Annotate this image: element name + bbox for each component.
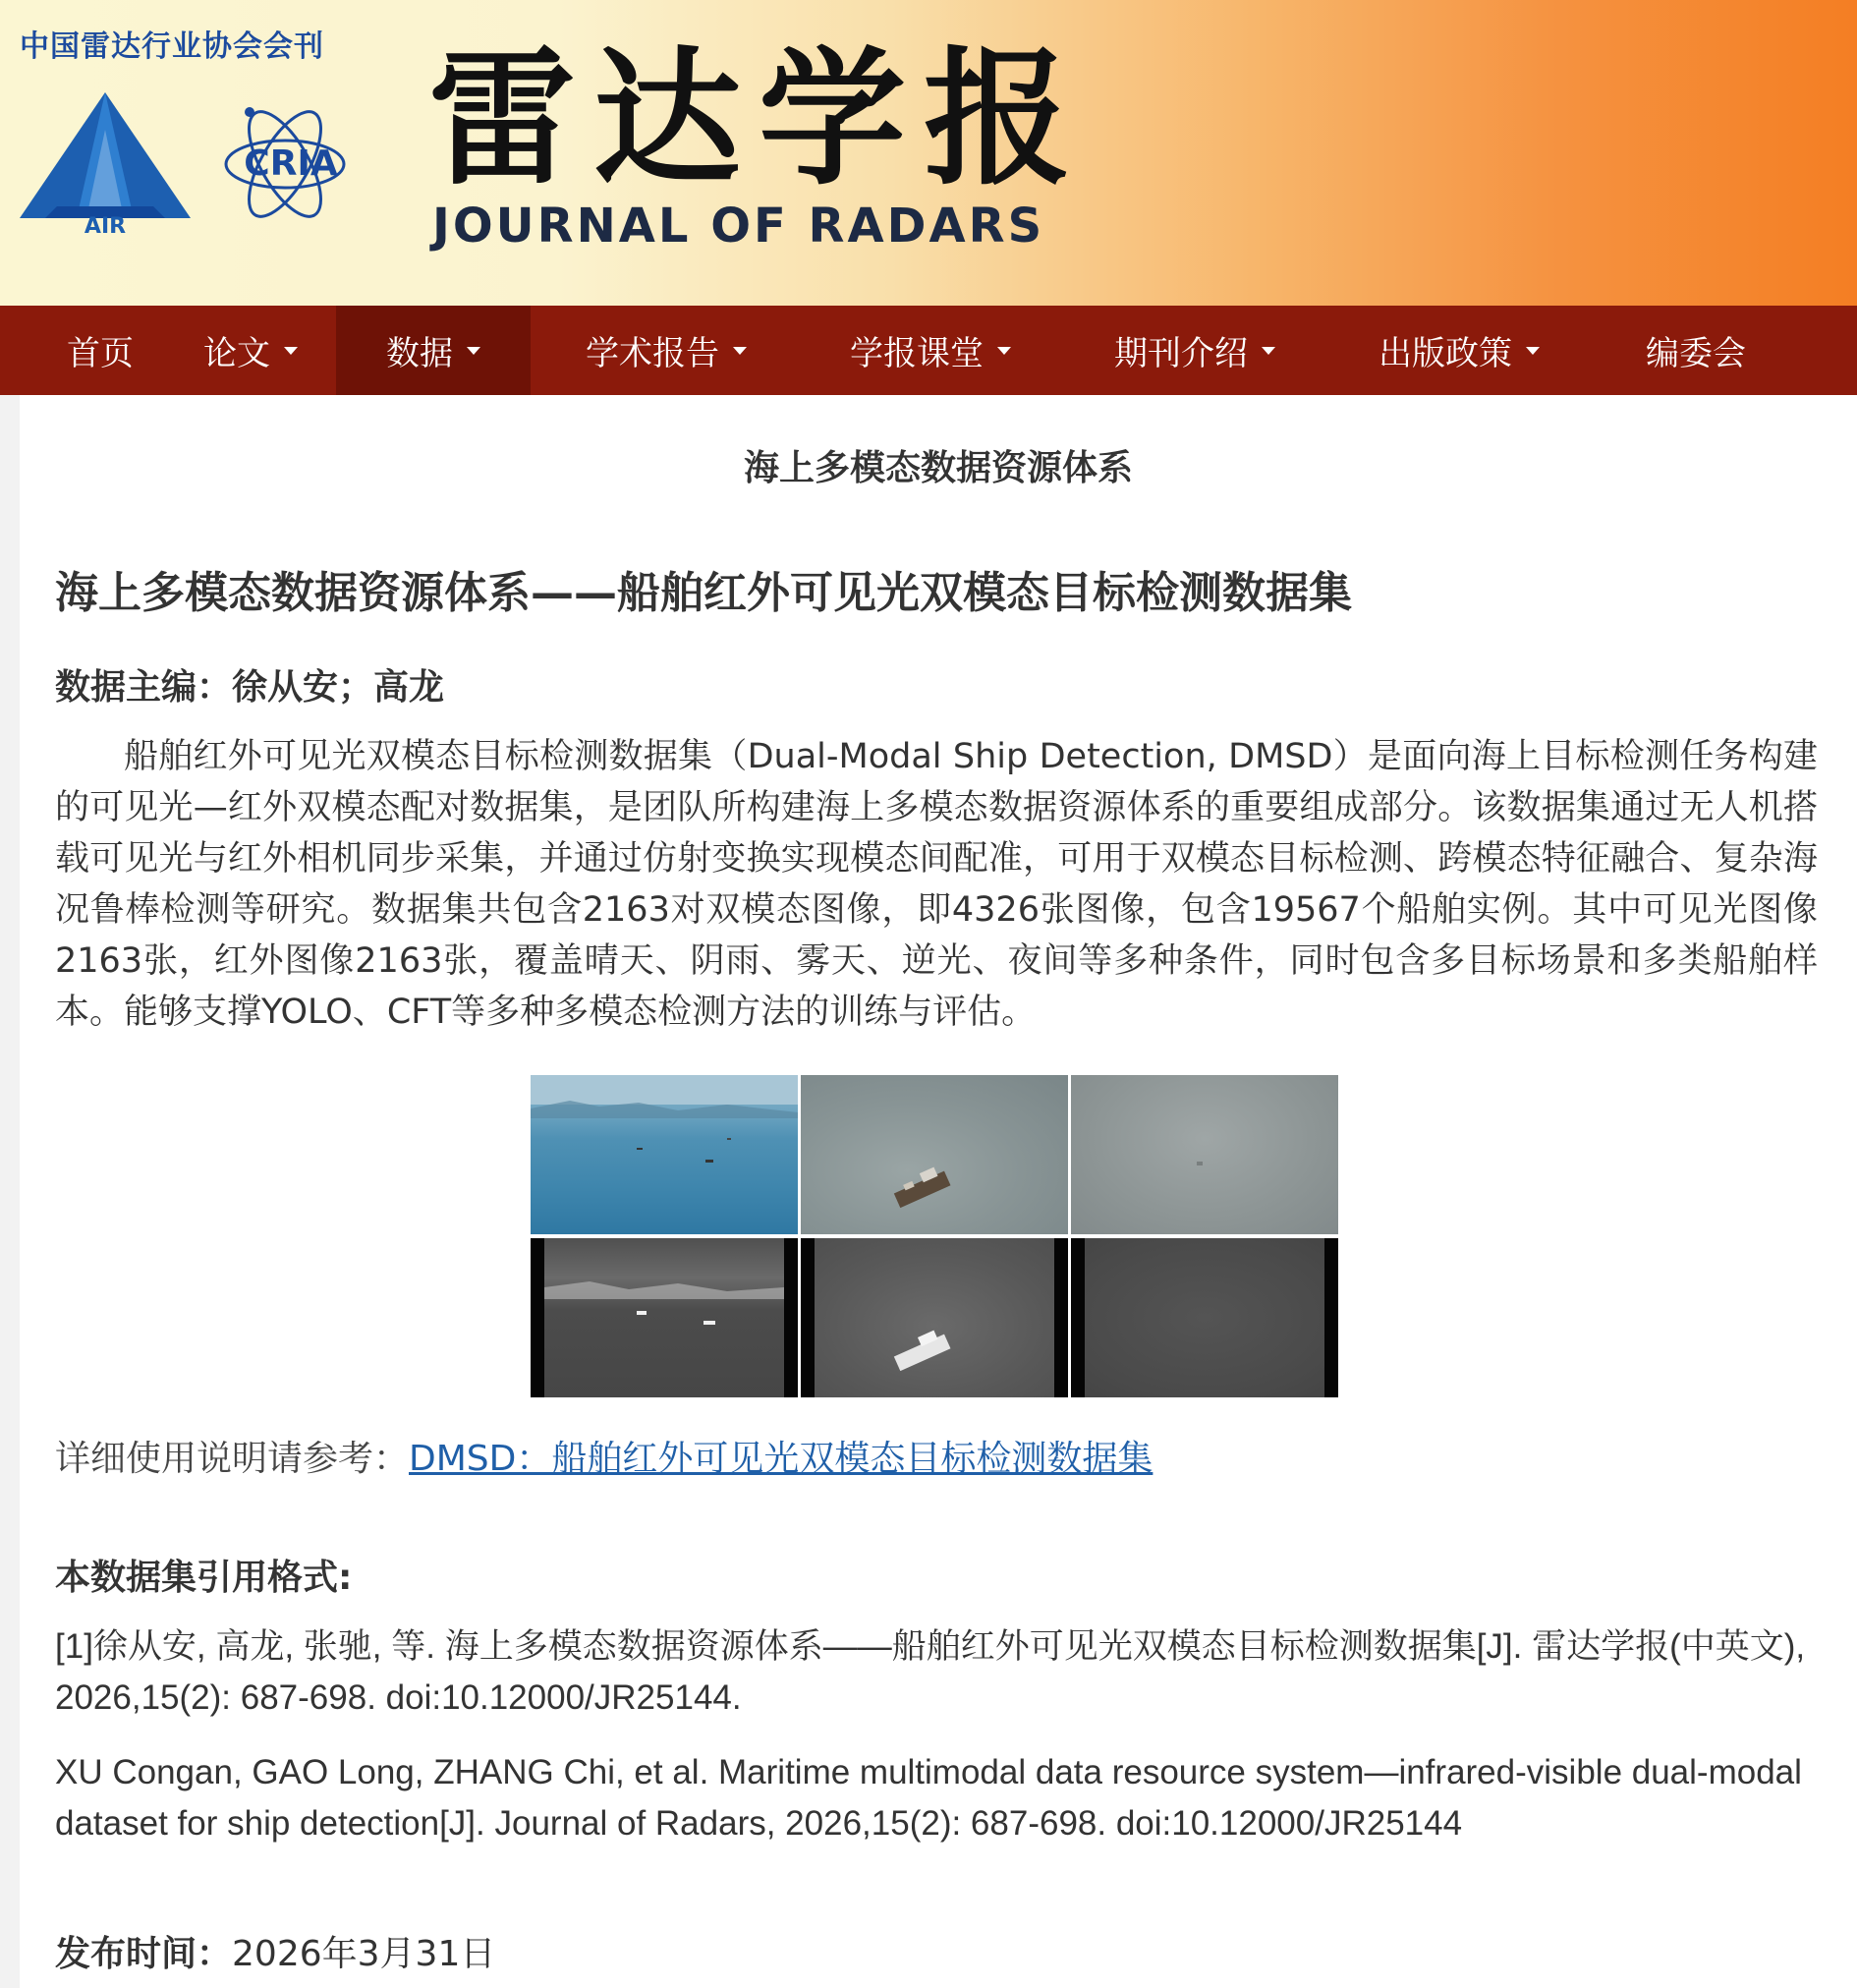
visible-image-3 <box>1071 1075 1338 1234</box>
nav-item-journal-class[interactable]: 学报课堂 <box>802 306 1059 395</box>
infrared-image-3 <box>1071 1238 1338 1397</box>
usage-label: 详细使用说明请参考： <box>55 1439 410 1479</box>
nav-item-papers[interactable]: 论文 <box>165 306 336 395</box>
nav-item-publishing-policy[interactable]: 出版政策 <box>1330 306 1588 395</box>
infrared-image-2 <box>801 1238 1068 1397</box>
caret-down-icon <box>467 347 480 355</box>
header-banner <box>0 0 1857 306</box>
publish-date <box>55 1926 495 1976</box>
svg-text:CRIA: CRIA <box>244 143 338 184</box>
dataset-title: 海上多模态数据资源体系——船舶红外可见光双模态目标检测数据集 <box>55 568 1352 618</box>
dataset-description: 船舶红外可见光双模态目标检测数据集（Dual-Modal Ship Detection, DMSD）是面向海上目标检测任务构建的可见光—红外双模态配对数据集，是团队所构建海上多模态数据资源体系的重要组成部分。该数据集通过无人机搭载可见光与红外相机同步采集，并通过仿射变换实现模态间配准，可用于双模态目标检测、跨模态特征融合、复杂海况鲁棒检测等研究。数据集共包含2163对双模态图像，即4326张图像，包含19567个船舶实例。其中可见光图像2163张，红外图像2163张，覆盖晴天、阴雨、雾天、逆光、夜间等多种条件，同时包含多目标场景和多类船舶样本。能够支撑YOLO、CFT等多种多模态检测方法的训练与评估。 <box>55 737 1818 1032</box>
citation-title: 本数据集引用格式: <box>55 1558 353 1598</box>
caret-down-icon <box>997 347 1011 355</box>
svg-text:AIR: AIR <box>84 214 127 238</box>
publish-date-value: 2026年3月31日 <box>232 1934 496 1974</box>
usage-note <box>55 1431 1857 1481</box>
editors-label: 数据主编： <box>55 667 233 708</box>
sample-image-grid <box>531 1075 1338 1397</box>
publish-label: 发布时间： <box>55 1934 233 1974</box>
citation-en: XU Congan, GAO Long, ZHANG Chi, et al. Maritime multimodal data resource system—infrared-visible dual-modal dataset for ship detection[J]. Journal of Radars, 2026,15(2): 687-698. doi:10.12000/JR25144 <box>55 1753 1802 1843</box>
caret-down-icon <box>284 347 298 355</box>
journal-title-en: JOURNAL OF RADARS <box>432 199 1045 254</box>
dataset-editors <box>55 659 1857 710</box>
nav-item-data[interactable]: 数据 <box>336 306 531 395</box>
caret-down-icon <box>1262 347 1275 355</box>
journal-title-cn: 雷达学报 <box>428 34 1090 205</box>
article-content <box>20 395 1857 1988</box>
citation-cn: [1]徐从安, 高龙, 张驰, 等. 海上多模态数据资源体系——船舶红外可见光双模态目标检测数据集[J]. 雷达学报(中英文), 2026,15(2): 687-698. doi:10.12000/JR25144. <box>55 1627 1806 1717</box>
caret-down-icon <box>733 347 747 355</box>
main-nav <box>0 306 1857 395</box>
cria-logo-icon[interactable] <box>220 90 356 238</box>
association-title: 中国雷达行业协会会刊 <box>20 29 324 64</box>
editors-names: 徐从安；高龙 <box>232 667 445 708</box>
dmsd-doc-link[interactable]: DMSD：船舶红外可见光双模态目标检测数据集 <box>409 1439 1154 1479</box>
caret-down-icon <box>1526 347 1540 355</box>
section-title: 海上多模态数据资源体系 <box>743 448 1133 488</box>
nav-item-academic-reports[interactable]: 学术报告 <box>531 306 802 395</box>
visible-image-1 <box>531 1075 798 1234</box>
nav-item-editorial-board[interactable]: 编委会 <box>1646 334 1746 373</box>
air-logo-icon[interactable] <box>18 90 193 238</box>
nav-item-journal-intro[interactable]: 期刊介绍 <box>1059 306 1330 395</box>
infrared-image-1 <box>531 1238 798 1397</box>
visible-image-2 <box>801 1075 1068 1234</box>
nav-item-home[interactable]: 首页 <box>67 334 134 373</box>
